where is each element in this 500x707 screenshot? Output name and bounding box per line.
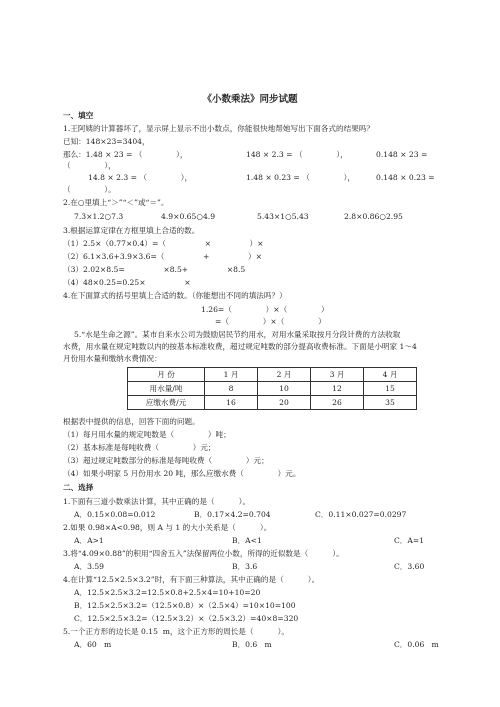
- table-cell: 应缴水费/元: [128, 396, 205, 410]
- choice-option: B．A<1: [232, 536, 262, 545]
- question-5-sub: （1）每月用水量的规定吨数是（ ）吨；: [63, 430, 231, 439]
- table-cell: 10: [258, 382, 311, 396]
- table-row: [128, 396, 417, 410]
- table-row: [128, 368, 417, 382]
- question-5-text: 5.“水是生命之源”。某市自来水公司为鼓励居民节约用水，对用水量采取按月分段计费的方法收取: [74, 330, 401, 339]
- question-1-item: 14.8 × 2.3 = （ ），: [88, 173, 193, 182]
- question-3-item: （4）48×0.25=0.25× ×: [63, 278, 191, 287]
- question-3-item: （2）6.1×3.6+3.9×3.6=（ + ）×: [63, 252, 262, 261]
- question-1-item: （ ），: [63, 161, 116, 170]
- question-3-item: （3）2.02×8.5= ×8.5+ ×8.5: [63, 265, 246, 274]
- question-5-sub: （4）如果小明家 5 月份用水 20 吨，那么应缴水费（ ）元。: [63, 469, 301, 478]
- table-cell: 35: [364, 396, 417, 410]
- question-1-item: 0.148 × 0.23 =: [376, 173, 435, 182]
- choice-option: C．0.06 m: [394, 640, 439, 649]
- table-cell: 2 月: [258, 368, 311, 382]
- table-row: [128, 382, 417, 396]
- table-cell: 26: [311, 396, 364, 410]
- compare-item: 4.9×0.65○4.9: [161, 212, 216, 221]
- choice-option: C．0.11×0.027=0.0297: [315, 510, 407, 519]
- table-cell: 8: [205, 382, 258, 396]
- water-usage-table: [127, 367, 417, 410]
- question-1-item: 那么：1.48 × 23 = （ ），: [63, 150, 188, 159]
- choice-option: C．3.60: [394, 562, 425, 571]
- choice-question-3: 3.将“4.09×0.88”的积用“四舍五入”法保留两位小数，所得的近似数是（ ）。: [63, 549, 344, 558]
- question-1-item: （ ）。: [63, 185, 116, 194]
- question-4-line: =（ ）×（ ）: [215, 317, 326, 326]
- table-cell: 12: [311, 382, 364, 396]
- section-fill-blank-heading: 一、填空: [63, 111, 94, 120]
- choice-option: C．A=1: [394, 536, 425, 545]
- compare-item: 2.8×0.86○2.95: [344, 212, 403, 221]
- choice-option: B．0.6 m: [232, 640, 272, 649]
- question-4-line: 1.26=（ ）×（ ）: [201, 305, 329, 314]
- choice-option: A．12.5×2.5×3.2=12.5×0.8+2.5×4=10+10=20: [74, 588, 261, 597]
- choice-option: A．60 m: [74, 640, 112, 649]
- table-cell: 4 月: [364, 368, 417, 382]
- question-5-sub: （3）超过规定吨数部分的标准是每吨收费（ ）元；: [63, 456, 269, 465]
- table-cell: 16: [205, 396, 258, 410]
- choice-question-4: 4.在计算“12.5×2.5×3.2”时，有下面三种算法，其中正确的是（ ）。: [63, 575, 320, 584]
- choice-option: A．3.59: [74, 562, 104, 571]
- question-1-item: 0.148 × 23 =: [376, 150, 428, 159]
- table-cell: 3 月: [311, 368, 364, 382]
- table-cell: 月 份: [128, 368, 205, 382]
- question-1-known: 已知：148×23=3404，: [63, 137, 150, 146]
- compare-item: 5.43×1○5.43: [257, 212, 309, 221]
- question-5-instruction: 根据表中提供的信息，回答下面的问题。: [63, 417, 200, 426]
- question-3-item: （1）2.5×（0.77×0.4）=（ × ）×: [63, 239, 264, 248]
- table-cell: 用水量/吨: [128, 382, 205, 396]
- choice-option: A．0.15×0.08=0.012: [74, 510, 156, 519]
- question-5-text: 月份用水量和缴纳水费情况：: [63, 354, 162, 363]
- section-choice-heading: 二、选择: [63, 483, 94, 492]
- choice-option: C．12.5×2.5×3.2=（12.5×3.2）×（2.5×3.2）=40×8=320: [74, 614, 299, 623]
- choice-option: B．0.17×4.2=0.704: [194, 510, 271, 519]
- table-cell: 1 月: [205, 368, 258, 382]
- choice-option: A．A>1: [74, 536, 104, 545]
- question-4: 4.在下面算式的括号里填上合适的数。（你能想出不同的填法吗？）: [63, 291, 287, 300]
- question-2: 2.在○里填上“＞”“＜”或“＝”。: [63, 198, 169, 207]
- question-5-text: 水费，用水量在规定吨数以内的按基本标准收费，超过规定吨数的部分提高收费标准。下面是小明家 1～4: [63, 342, 417, 351]
- question-1-item: 1.48 × 0.23 = （ ），: [246, 173, 355, 182]
- choice-option: B．12.5×2.5×3.2=（12.5×0.8）×（2.5×4）=10×10=100: [74, 601, 296, 610]
- question-1-item: 148 × 2.3 = （ ），: [246, 150, 348, 159]
- page-title: 《小数乘法》同步试题: [202, 94, 298, 105]
- question-5-sub: （2）基本标准是每吨收费（ ）元；: [63, 443, 216, 452]
- question-3: 3.根据运算定律在方框里填上合适的数。: [63, 226, 200, 235]
- table-cell: 20: [258, 396, 311, 410]
- question-1: 1.王阿姨的计算器坏了，显示屏上显示不出小数点，你能很快地帮她写出下面各式的结果吗？: [63, 124, 374, 133]
- choice-question-5: 5.一个正方形的边长是 0.15 m，这个正方形的周长是（ ）。: [63, 627, 289, 636]
- choice-question-1: 1.下面有三道小数乘法计算，其中正确的是（ ）。: [63, 497, 251, 506]
- table-cell: 15: [364, 382, 417, 396]
- choice-option: B．3.6: [232, 562, 258, 571]
- choice-question-2: 2.如果 0.98×A<0.98，则 A 与 1 的大小关系是（ ）。: [63, 523, 272, 532]
- compare-item: 7.3×1.2○7.3: [74, 212, 124, 221]
